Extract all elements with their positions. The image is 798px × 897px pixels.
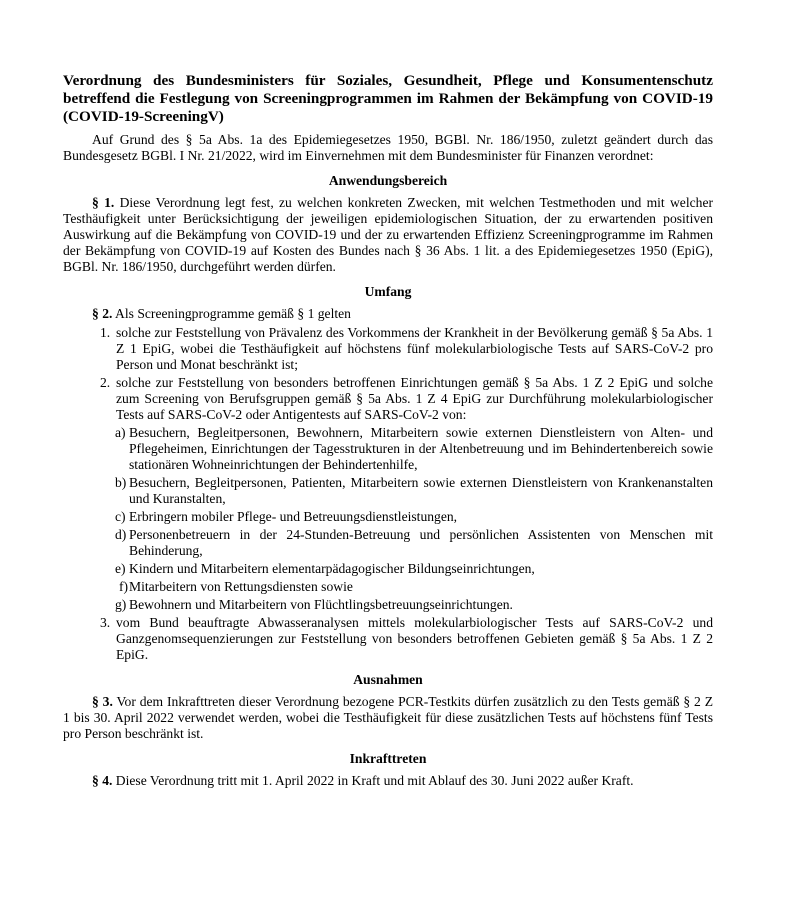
sub-list-letter: d)	[115, 527, 127, 542]
list-item	[63, 325, 713, 373]
sub-list-item	[63, 561, 713, 577]
section-heading-umfang: Umfang	[364, 284, 412, 299]
list-item-text: vom Bund beauftragte Abwasseranalysen mittels molekularbiologischer Tests auf SARS-CoV-2 und Ganzgenomsequenzierungen zur Feststellung von besonders betroffenen Gebieten gemäß § 5a Abs. 1 Z 2 EpiG.	[116, 615, 713, 662]
sub-list-item	[63, 579, 713, 595]
sub-list-item	[63, 527, 713, 559]
sub-list-text: Besuchern, Begleitpersonen, Patienten, Mitarbeitern sowie externen Dienstleistern von Krankenanstalten und Kuranstalten,	[129, 475, 713, 506]
sub-list-letter: b)	[115, 475, 127, 490]
section-heading-inkrafttreten: Inkrafttreten	[349, 751, 427, 766]
list-item	[63, 375, 713, 423]
paragraph-number: § 2.	[92, 306, 113, 321]
numbered-list	[63, 325, 713, 663]
section-heading-ausnahmen: Ausnahmen	[353, 672, 423, 687]
sub-list-item	[63, 425, 713, 473]
list-item	[63, 615, 713, 663]
paragraph-4	[63, 773, 713, 789]
paragraph-3	[63, 694, 713, 742]
list-number: 1.	[100, 325, 111, 340]
sub-list-item	[63, 509, 713, 525]
sub-list-letter: a)	[115, 425, 126, 440]
sub-list-letter: g)	[115, 597, 127, 612]
paragraph-text: Diese Verordnung tritt mit 1. April 2022 in Kraft und mit Ablauf des 30. Juni 2022 außer Kraft.	[115, 773, 634, 788]
paragraph-number: § 1.	[92, 195, 115, 210]
list-number: 3.	[100, 615, 111, 630]
sub-list-text: Mitarbeitern von Rettungsdiensten sowie	[129, 579, 353, 594]
section-heading-anwendungsbereich: Anwendungsbereich	[328, 173, 448, 188]
paragraph-2	[63, 306, 713, 322]
document-page	[63, 72, 713, 789]
sub-list-text: Kindern und Mitarbeitern elementarpädagogischer Bildungseinrichtungen,	[129, 561, 535, 576]
document-title: Verordnung des Bundesministers für Soziales, Gesundheit, Pflege und Konsumentenschutz betreffend die Festlegung von Screeningprogrammen im Rahmen der Bekämpfung von COVID-19 (COVID-19-ScreeningV)	[63, 72, 713, 125]
paragraph-number: § 3.	[92, 694, 113, 709]
list-item-text: solche zur Feststellung von besonders betroffenen Einrichtungen gemäß § 5a Abs. 1 Z 2 EpiG und solche zum Screening von Berufsgruppen gemäß § 5a Abs. 1 Z 4 EpiG zur Durchführung molekularbiologischer Tests auf SARS-CoV-2 oder Antigentests auf SARS-CoV-2 von:	[116, 375, 713, 422]
sub-list-text: Bewohnern und Mitarbeitern von Flüchtlingsbetreuungseinrichtungen.	[129, 597, 513, 612]
preamble: Auf Grund des § 5a Abs. 1a des Epidemiegesetzes 1950, BGBl. Nr. 186/1950, zuletzt geändert durch das Bundesgesetz BGBl. I Nr. 21/2022, wird im Einvernehmen mit dem Bundesminister für Finanzen verordnet:	[63, 132, 713, 163]
sub-list-text: Besuchern, Begleitpersonen, Bewohnern, Mitarbeitern sowie externen Dienstleistern von Alten- und Pflegeheimen, Einrichtungen der Tagesstrukturen in der Altenbetreuung und im Behindertenbereich sowie stationären Wohneinrichtungen der Behindertenhilfe,	[129, 425, 713, 472]
sub-list-text: Erbringern mobiler Pflege- und Betreuungsdienstleistungen,	[129, 509, 458, 524]
paragraph-number: § 4.	[92, 773, 113, 788]
sub-list-item	[63, 597, 713, 613]
list-number: 2.	[100, 375, 111, 390]
sub-list-letter: e)	[115, 561, 126, 576]
paragraph-text: Vor dem Inkrafttreten dieser Verordnung bezogene PCR-Testkits dürfen zusätzlich zu den Tests gemäß § 2 Z 1 bis 30. April 2022 verwendet werden, wobei die Testhäufigkeit für diese zusätzlichen Tests auf höchstens fünf Tests pro Person beschränkt ist.	[63, 694, 714, 741]
paragraph-text: Diese Verordnung legt fest, zu welchen konkreten Zwecken, mit welchen Testmethoden und mit welcher Testhäufigkeit unter Berücksichtigung der jeweiligen epidemiologischen Situation, der zu erwartenden positiven Auswirkung auf die Bekämpfung von COVID-19 und der zu erwartenden Effizienz Screeningprogramme im Rahmen der Bekämpfung von COVID-19 auf Kosten des Bundes nach § 36 Abs. 1 lit. a des Epidemiegesetzes 1950 (EpiG), BGBl. Nr. 186/1950, durchgeführt werden dürfen.	[63, 195, 713, 274]
sub-list-letter: f)	[119, 579, 129, 594]
sub-list-text: Personenbetreuern in der 24-Stunden-Betreuung und persönlichen Assistenten von Menschen mit Behinderung,	[129, 527, 713, 558]
list-item-text: solche zur Feststellung von Prävalenz des Vorkommens der Krankheit in der Bevölkerung gemäß § 5a Abs. 1 Z 1 EpiG, wobei die Testhäufigkeit auf höchstens fünf molekularbiologische Tests auf SARS-CoV-2 pro Person und Monat beschränkt ist;	[116, 325, 713, 372]
paragraph-text: Als Screeningprogramme gemäß § 1 gelten	[115, 306, 351, 321]
paragraph-1	[63, 195, 713, 275]
sub-list-item	[63, 475, 713, 507]
sub-list-letter: c)	[115, 509, 126, 524]
